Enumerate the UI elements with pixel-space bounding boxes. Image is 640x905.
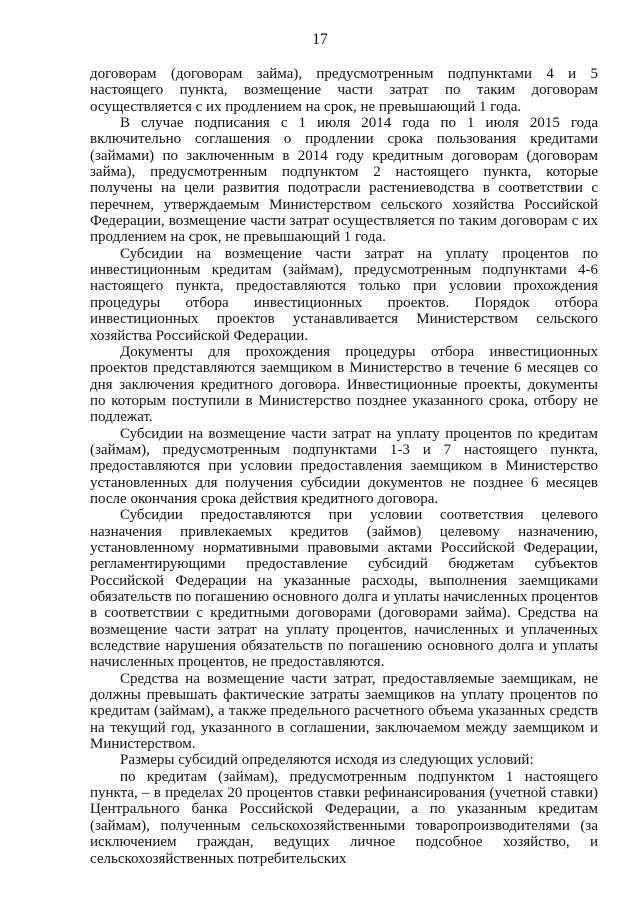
page-number: 17 (312, 31, 328, 48)
paragraph-continuation: договорам (договорам займа), предусмотренным подпунктами 4 и 5 настоящего пункта, возмещение части затрат по таким договорам осуществляется с их продлением на срок, не превышающий 1 года. (90, 66, 598, 115)
paragraph-prolongation-2014: В случае подписания с 1 июля 2014 года по 1 июля 2015 года включительно соглашения о продлении срока пользования кредитами (займами) по заключенным в 2014 году кредитным договорам (договорам займа), предусмотренным подпунктом 2 настоящего пункта, которые получены на цели развития подотрасли растениеводства в соответствии с перечнем, утверждаемым Министерством сельского хозяйства Российской Федерации, возмещение части затрат осуществляется по таким договорам с их продлением на срок, не превышающий 1 года. (90, 115, 598, 246)
paragraph-subsidy-conditions: Субсидии предоставляются при условии соответствия целевого назначения привлекаемых кредитов (займов) целевому назначению, установленному нормативными правовыми актами Российской Федерации, регламентирующими предоставление субсидий бюджетам субъектов Российской Федерации на указанные расходы, выполнения заемщиками обязательств по погашению основного долга и уплаты начисленных процентов в соответствии с кредитными договорами (договорами займа). Средства на возмещение части затрат на уплату процентов, начисленных и уплаченных вследствие нарушения обязательств по погашению основного долга и уплаты начисленных процентов, не предоставляются. (90, 507, 598, 671)
paragraph-selection-documents: Документы для прохождения процедуры отбора инвестиционных проектов представляются заемщиком в Министерство в течение 6 месяцев со дня заключения кредитного договора. Инвестиционные проекты, документы по которым поступили в Министерство позднее указанного срока, отбору не подлежат. (90, 343, 598, 426)
paragraph-subsidy-sizes-intro: Размеры субсидий определяются исходя из следующих условий: (120, 752, 534, 769)
paragraph-subsidy-size-item-1: по кредитам (займам), предусмотренным подпунктом 1 настоящего пункта, – в пределах 20 процентов ставки рефинансирования (учетной ставки) Центрального банка Российской Федерации, а по указанным кредитам (займам), полученным сельскохозяйственными товаропроизводителями (за исключением граждан, ведущих личное подсобное хозяйство, и сельскохозяйственных потребительских (90, 768, 598, 867)
document-body (90, 66, 598, 867)
paragraph-investment-subsidies: Субсидии на возмещение части затрат на уплату процентов по инвестиционным кредитам (займам), предусмотренным подпунктами 4-6 настоящего пункта, предоставляются только при условии прохождения процедуры отбора инвестиционных проектов. Порядок отбора инвестиционных проектов устанавливается Министерством сельского хозяйства Российской Федерации. (90, 245, 598, 344)
paragraph-subsidy-limits: Средства на возмещение части затрат, предоставляемые заемщикам, не должны превышать фактические затраты заемщиков на уплату процентов по кредитам (займам), а также предельного расчетного объема указанных средств на текущий год, указанного в соглашении, заключаемом между заемщиком и Министерством. (90, 670, 598, 753)
paragraph-subsidy-documents-deadline: Субсидии на возмещение части затрат на уплату процентов по кредитам (займам), предусмотренным подпунктами 1-3 и 7 настоящего пункта, предоставляются при условии предоставления заемщиком в Министерство установленных для получения субсидии документов не позднее 6 месяцев после окончания срока действия кредитного договора. (90, 425, 598, 507)
